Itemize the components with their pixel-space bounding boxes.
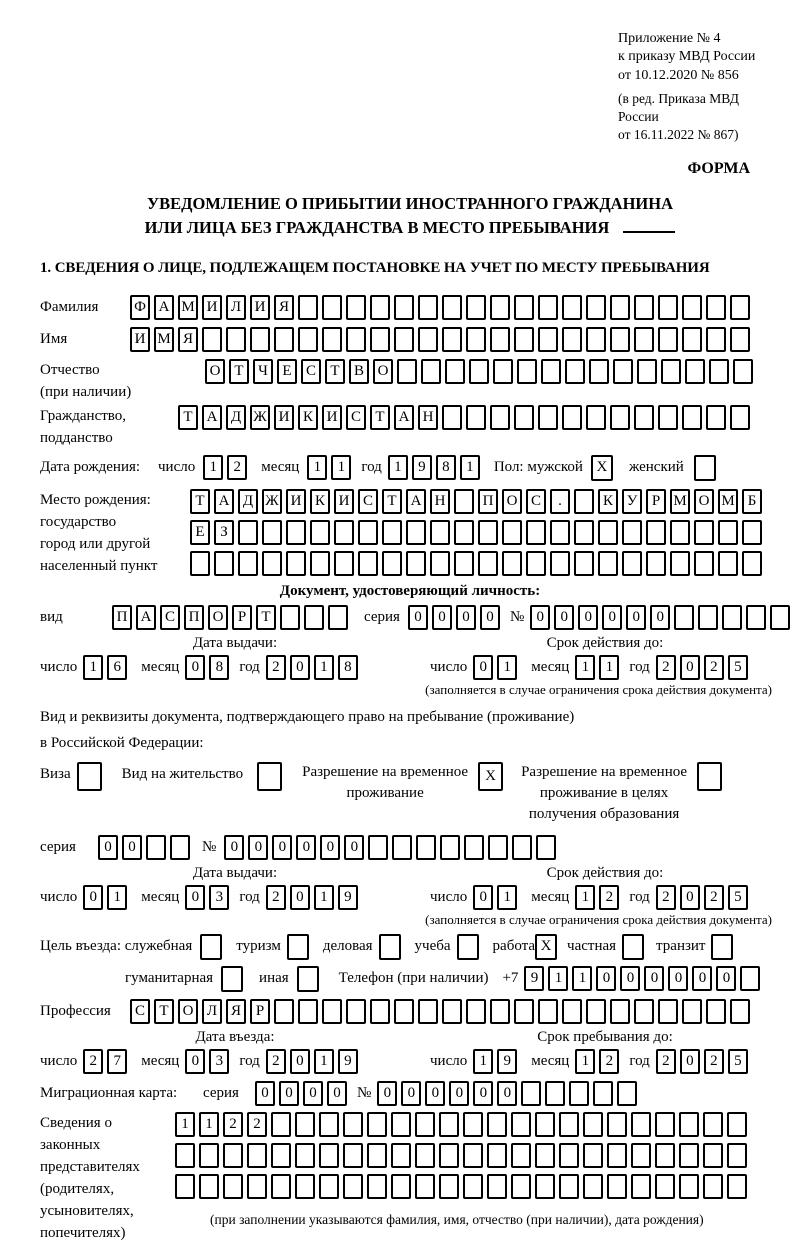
patronymic-label: Отчество (при наличии) — [40, 361, 132, 400]
stay-until-heading: Срок пребывания до: — [537, 1028, 673, 1045]
birthplace-label: Место рождения: государство город или другой населенный пункт — [40, 491, 158, 574]
birthdate-month-cells[interactable]: 1 1 — [307, 455, 355, 480]
valid-year-label: год — [629, 658, 650, 675]
purpose-private-checkbox[interactable] — [622, 934, 648, 960]
stay-month-cells[interactable]: 1 2 — [575, 1049, 623, 1074]
temp-residence-label: Разрешение на временное проживание — [302, 763, 469, 801]
purpose-work-label: работа — [492, 938, 536, 955]
residence-doc-valid-heading: Срок действия до: — [546, 864, 664, 881]
phone-cells[interactable]: 9 1 1 0 0 0 0 0 0 — [524, 966, 764, 991]
visa-label: Виза — [40, 765, 71, 782]
identity-doc-heading: Документ, удостоверяющий личность: — [279, 582, 541, 599]
res-issue-day-label: число — [40, 888, 78, 905]
appendix-line-5: от 16.11.2022 № 867) — [618, 127, 739, 143]
entry-month-cells[interactable]: 0 3 — [185, 1049, 233, 1074]
profession-row — [40, 999, 780, 1024]
citizenship-row — [40, 405, 780, 449]
entry-day-cells[interactable]: 2 7 — [83, 1049, 131, 1074]
migration-card-series-label: серия — [203, 1084, 239, 1101]
migration-card-row — [40, 1081, 780, 1106]
issue-day-cells[interactable]: 1 6 — [83, 655, 131, 680]
birthdate-year-label: год — [361, 459, 382, 476]
identity-doc-series-cells[interactable]: 0 0 0 0 — [408, 605, 504, 630]
issue-year-cells[interactable]: 2 0 1 8 — [266, 655, 362, 680]
identity-doc-number-cells[interactable]: 0 0 0 0 0 0 — [530, 605, 794, 630]
residence-doc-number-cells[interactable]: 0 0 0 0 0 0 — [224, 835, 560, 860]
purpose-business-label: деловая — [322, 938, 373, 955]
form-title-line-1: УВЕДОМЛЕНИЕ О ПРИБЫТИИ ИНОСТРАННОГО ГРАЖДАНИНА — [146, 193, 674, 213]
sex-male-checkbox[interactable]: X — [591, 455, 617, 481]
appendix-line-2: к приказу МВД России — [618, 49, 756, 65]
phone-prefix: +7 — [502, 970, 519, 987]
stay-day-cells[interactable]: 1 9 — [473, 1049, 521, 1074]
purpose-study-checkbox[interactable] — [457, 934, 483, 960]
residence-doc-series-label: серия — [40, 838, 76, 855]
birthplace-cells-row1[interactable]: Т А Д Ж И К И С Т А Н П О С . К У Р М О М Б — [190, 489, 766, 514]
appendix-reference — [618, 30, 780, 144]
entry-year-cells[interactable]: 2 0 1 9 — [266, 1049, 362, 1074]
res-valid-month-cells[interactable]: 1 2 — [575, 885, 623, 910]
issue-day-label: число — [40, 658, 78, 675]
res-valid-day-label: число — [430, 888, 468, 905]
valid-day-cells[interactable]: 0 1 — [473, 655, 521, 680]
issue-year-label: год — [239, 658, 260, 675]
sex-label: Пол: мужской — [493, 459, 583, 476]
migration-card-number-label: № — [357, 1084, 372, 1101]
birthdate-day-label: число — [158, 459, 196, 476]
purpose-other-checkbox[interactable] — [297, 966, 323, 992]
identity-doc-row — [40, 605, 780, 630]
res-issue-month-label: месяц — [141, 888, 180, 905]
phone-row — [40, 966, 780, 992]
res-issue-month-cells[interactable]: 0 3 — [185, 885, 233, 910]
res-valid-year-label: год — [629, 888, 650, 905]
residence-doc-intro-line2: в Российской Федерации: — [40, 734, 204, 751]
purpose-work-checkbox[interactable]: X — [535, 934, 561, 960]
firstname-label: Имя — [40, 330, 68, 347]
purpose-transit-label: транзит — [656, 938, 706, 955]
legal-reps-cells-row1[interactable]: 1 1 2 2 — [175, 1112, 751, 1137]
form-word: ФОРМА — [687, 159, 750, 177]
visa-checkbox[interactable] — [77, 762, 106, 791]
surname-label: Фамилия — [40, 298, 99, 315]
purpose-transit-checkbox[interactable] — [711, 934, 737, 960]
migration-card-number-cells[interactable]: 0 0 0 0 0 0 — [377, 1081, 641, 1106]
residence-doc-issue-heading: Дата выдачи: — [192, 864, 278, 881]
res-issue-day-cells[interactable]: 0 1 — [83, 885, 131, 910]
entry-dates-row — [40, 1049, 780, 1074]
visit-purpose-row — [40, 934, 780, 960]
stay-year-cells[interactable]: 2 0 2 5 — [656, 1049, 752, 1074]
purpose-business-checkbox[interactable] — [379, 934, 405, 960]
identity-doc-number-label: № — [509, 608, 525, 625]
legal-reps-cells-row3[interactable] — [175, 1174, 751, 1199]
residence-doc-date-headers — [40, 865, 780, 882]
identity-doc-dates-row — [40, 655, 780, 680]
residence-permit-checkbox[interactable] — [257, 762, 286, 791]
entry-date-headers — [40, 1029, 780, 1046]
res-valid-month-label: месяц — [531, 888, 570, 905]
legal-reps-cells-row2[interactable] — [175, 1143, 751, 1168]
valid-month-cells[interactable]: 1 1 — [575, 655, 623, 680]
entry-year-label: год — [239, 1052, 260, 1069]
issue-month-cells[interactable]: 0 8 — [185, 655, 233, 680]
patronymic-row — [40, 359, 780, 403]
birthplace-cells-row3[interactable] — [190, 551, 766, 576]
residence-doc-intro-line1: Вид и реквизиты документа, подтверждающего право на пребывание (проживание) — [40, 708, 575, 725]
birthdate-year-cells[interactable]: 1 9 8 1 — [388, 455, 484, 480]
issue-month-label: месяц — [141, 658, 180, 675]
legal-reps-row — [40, 1112, 780, 1244]
residence-doc-note: (заполняется в случае ограничения срока действия документа) — [425, 911, 772, 927]
profession-cells[interactable]: С Т О Л Я Р — [130, 999, 754, 1024]
profession-label: Профессия — [40, 1002, 111, 1019]
residence-doc-series-row — [40, 835, 780, 860]
identity-doc-valid-heading: Срок действия до: — [546, 634, 664, 651]
sex-female-label: женский — [628, 459, 684, 476]
valid-month-label: месяц — [531, 658, 570, 675]
phone-label: Телефон (при наличии) — [338, 970, 489, 987]
identity-doc-issue-heading: Дата выдачи: — [192, 634, 278, 651]
form-title — [40, 192, 780, 240]
birthdate-month-label: месяц — [261, 459, 300, 476]
identity-doc-series-label: серия — [364, 608, 400, 625]
sex-female-checkbox[interactable] — [694, 455, 720, 481]
res-valid-day-cells[interactable]: 0 1 — [473, 885, 521, 910]
purpose-tourism-label: туризм — [236, 938, 281, 955]
birthdate-label: Дата рождения: — [40, 459, 141, 476]
birthplace-row — [40, 489, 780, 581]
residence-doc-dates-row — [40, 885, 780, 910]
firstname-row — [40, 327, 780, 352]
entry-day-label: число — [40, 1052, 78, 1069]
purpose-tourism-checkbox[interactable] — [287, 934, 313, 960]
res-issue-year-label: год — [239, 888, 260, 905]
section1-heading: 1. СВЕДЕНИЯ О ЛИЦЕ, ПОДЛЕЖАЩЕМ ПОСТАНОВКЕ НА УЧЕТ ПО МЕСТУ ПРЕБЫВАНИЯ — [40, 259, 710, 276]
identity-doc-note: (заполняется в случае ограничения срока действия документа) — [425, 681, 772, 697]
purpose-study-label: учеба — [414, 938, 451, 955]
birthplace-cells-row2[interactable]: Е З — [190, 520, 766, 545]
purpose-other-label: иная — [259, 970, 289, 987]
identity-doc-kind-label: вид — [40, 608, 63, 625]
purpose-private-label: частная — [567, 938, 617, 955]
purpose-humanitarian-checkbox[interactable] — [221, 966, 247, 992]
valid-year-cells[interactable]: 2 0 2 5 — [656, 655, 752, 680]
appendix-line-1: Приложение № 4 — [618, 31, 721, 46]
patronymic-cells[interactable]: О Т Ч Е С Т В О — [205, 359, 757, 384]
appendix-line-4: (в ред. Приказа МВД России — [618, 91, 739, 125]
purpose-official-checkbox[interactable] — [200, 934, 226, 960]
residence-doc-intro — [40, 704, 780, 756]
citizenship-label: Гражданство, подданство — [40, 407, 127, 446]
migration-card-label: Миграционная карта: — [40, 1084, 178, 1101]
form-title-line-2: ИЛИ ЛИЦА БЕЗ ГРАЖДАНСТВА В МЕСТО ПРЕБЫВАНИЯ — [144, 217, 610, 237]
firstname-cells[interactable]: И М Я — [130, 327, 754, 352]
legal-reps-note: (при заполнении указываются фамилия, имя, отчество (при наличии), дата рождения) — [210, 1211, 704, 1227]
citizenship-cells[interactable]: Т А Д Ж И К И С Т А Н — [178, 405, 754, 430]
birthdate-day-cells[interactable]: 1 2 — [203, 455, 251, 480]
identity-doc-date-headers — [40, 635, 780, 652]
edu-residence-label: Разрешение на временное проживание в целях получения образования — [521, 763, 688, 822]
entry-month-label: месяц — [141, 1052, 180, 1069]
legal-reps-label: Сведения о законных представителях (родителях, усыновителях, попечителях) — [40, 1114, 140, 1241]
surname-row — [40, 295, 780, 320]
appendix-line-3: от 10.12.2020 № 856 — [618, 67, 739, 83]
stay-year-label: год — [629, 1052, 650, 1069]
birthdate-row — [40, 455, 780, 481]
migration-card-series-cells[interactable]: 0 0 0 0 — [255, 1081, 351, 1106]
residence-doc-types-row — [40, 762, 780, 825]
visit-purpose-label: Цель въезда: служебная — [40, 938, 193, 955]
entry-date-heading: Дата въезда: — [195, 1028, 275, 1045]
res-issue-year-cells[interactable]: 2 0 1 9 — [266, 885, 362, 910]
stay-month-label: месяц — [531, 1052, 570, 1069]
edu-residence-checkbox[interactable] — [697, 762, 726, 791]
valid-day-label: число — [430, 658, 468, 675]
purpose-humanitarian-label: гуманитарная — [125, 970, 214, 987]
res-valid-year-cells[interactable]: 2 0 2 5 — [656, 885, 752, 910]
residence-doc-number-label: № — [202, 838, 217, 855]
residence-permit-label: Вид на жительство — [121, 765, 244, 782]
residence-doc-series-cells[interactable]: 0 0 — [98, 835, 194, 860]
temp-residence-checkbox[interactable]: X — [478, 762, 507, 791]
surname-cells[interactable]: Ф А М И Л И Я — [130, 295, 754, 320]
stay-day-label: число — [430, 1052, 468, 1069]
title-blank-underline — [623, 231, 675, 233]
identity-doc-kind-cells[interactable]: П А С П О Р Т — [112, 605, 352, 630]
